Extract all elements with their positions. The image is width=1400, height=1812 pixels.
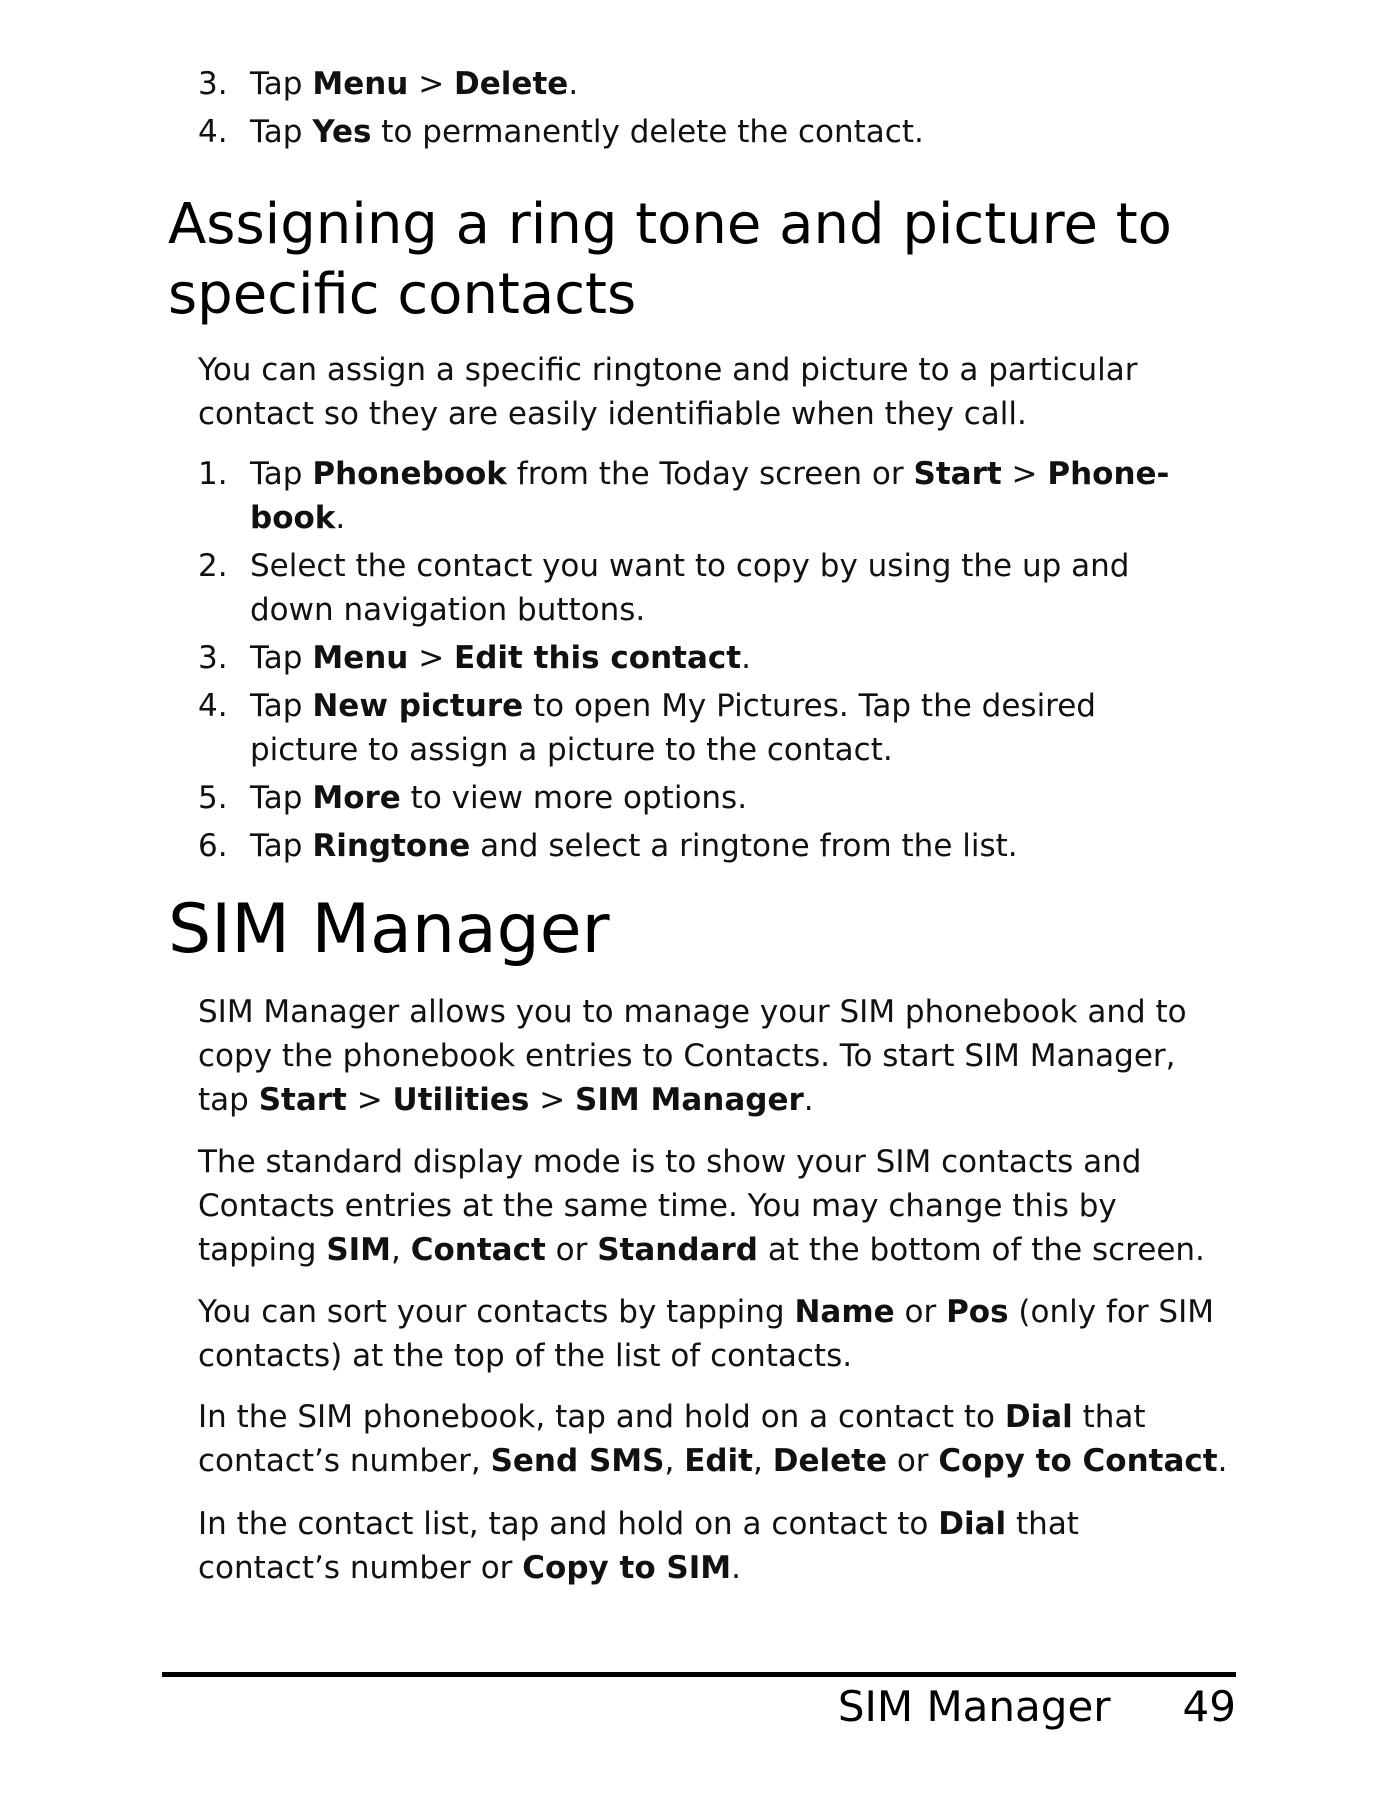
step-item (198, 110, 1180, 154)
step-item (198, 636, 1180, 680)
footer-rule (162, 1672, 1236, 1677)
step-number: 2. (198, 548, 228, 584)
section-intro: You can assign a specific ringtone and picture to a particular contact so they are easily identifiable when they call. (198, 352, 1138, 432)
section-heading-ringtone: Assigning a ring tone and picture to specific contacts (168, 192, 1172, 327)
step-text: Tap More to view more options. (250, 780, 748, 816)
step-number: 4. (198, 114, 228, 150)
page-footer (838, 1680, 1236, 1734)
step-text: Tap Phonebook from the Today screen or Start > Phone-book. (250, 456, 1170, 536)
step-number: 1. (198, 456, 228, 492)
step-number: 4. (198, 688, 228, 724)
paragraph: In the SIM phonebook, tap and hold on a contact to Dial that contact’s number, Send SMS, Edit, Delete or Copy to Contact. (198, 1399, 1228, 1479)
top-step-list (198, 62, 1180, 158)
step-item (198, 824, 1180, 868)
paragraph: The standard display mode is to show your SIM contacts and Contacts entries at the same time. You may change this by tapping SIM, Contact or Standard at the bottom of the screen. (198, 1144, 1205, 1268)
ringtone-step-list (198, 452, 1180, 872)
paragraph: You can sort your contacts by tapping Name or Pos (only for SIM contacts) at the top of the list of contacts. (198, 1294, 1214, 1374)
step-item (198, 452, 1180, 540)
step-number: 6. (198, 828, 228, 864)
step-item (198, 544, 1180, 632)
step-text: Tap Ringtone and select a ringtone from the list. (250, 828, 1018, 864)
footer-section-title: SIM Manager (837, 1682, 1111, 1731)
step-number: 5. (198, 780, 228, 816)
step-number: 3. (198, 66, 228, 102)
paragraph: In the contact list, tap and hold on a contact to Dial that contact’s number or Copy to SIM. (198, 1506, 1079, 1586)
step-number: 3. (198, 640, 228, 676)
paragraph: SIM Manager allows you to manage your SIM phonebook and to copy the phonebook entries to Contacts. To start SIM Manager, tap Start > Utilities > SIM Manager. (198, 994, 1187, 1118)
step-item (198, 62, 1180, 106)
step-text: Tap Menu > Edit this contact. (250, 640, 751, 676)
step-text: Tap Yes to permanently delete the contact. (250, 114, 924, 150)
step-text: Tap New picture to open My Pictures. Tap the desired picture to assign a picture to the contact. (250, 688, 1096, 768)
step-item (198, 684, 1180, 772)
section-heading-sim-manager: SIM Manager (168, 890, 610, 969)
step-item (198, 776, 1180, 820)
page-number: 49 (1182, 1682, 1236, 1731)
step-text: Tap Menu > Delete. (250, 66, 579, 102)
step-text: Select the contact you want to copy by using the up and down navigation buttons. (250, 548, 1130, 628)
